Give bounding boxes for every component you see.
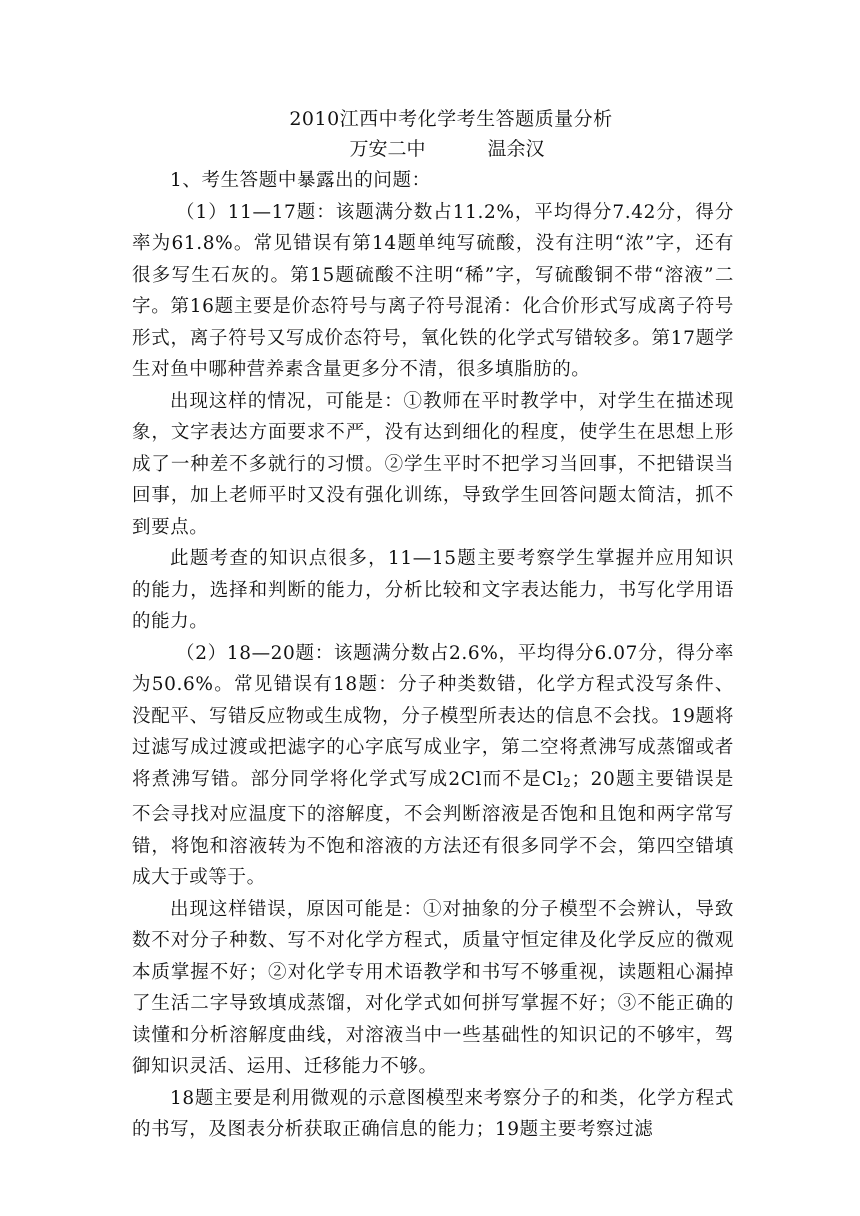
- paragraph-q11-17: （1）11—17题：该题满分数占11.2%，平均得分7.42分，得分率为61.8%。常见错误有第14题单纯写硫酸，没有注明“浓”字，还有很多写生石灰的。第15题硫酸不注明“稀”字，写硫酸铜不带“溶液”二字。第16题主要是价态符号与离子符号混淆：化合价形式写成离子符号形式，离子符号又写成价态符号，氧化铁的化学式写错较多。第17题学生对鱼中哪种营养素含量更多分不清，很多填脂肪的。: [132, 201, 734, 380]
- document-title: 2010江西中考化学考生答题质量分析: [289, 108, 613, 130]
- paragraph-q18-20-part-2: ；20题主要错误是不会寻找对应温度下的溶解度，不会判断溶液是否饱和且饱和两字常写错，将饱和溶液转为不饱和溶液的方法还有很多同学不会，第四空错填成大于或等于。: [132, 768, 734, 888]
- author-name: 温余汉: [487, 138, 545, 160]
- school-name: 万安二中: [349, 138, 426, 160]
- chem-subscript: 2: [563, 775, 572, 790]
- paragraph-knowledge-2: 18题主要是利用微观的示意图模型来考察分子的和类，化学方程式的书写，及图表分析获取正确信息的能力；19题主要考察过滤: [132, 1087, 734, 1140]
- paragraph-q18-20: [132, 638, 734, 894]
- paragraph-cause-1: 出现这样的情况，可能是：①教师在平时教学中，对学生在描述现象，文字表达方面要求不严，没有达到细化的程度，使学生在思想上形成了一种差不多就行的习惯。②学生平时不把学习当回事，不把错误当回事，加上老师平时又没有强化训练，导致学生回答问题太简洁，抓不到要点。: [132, 390, 734, 538]
- paragraph-cause-2: 出现这样错误，原因可能是：①对抽象的分子模型不会辨认，导致数不对分子种数、写不对化学方程式，质量守恒定律及化学反应的微观本质掌握不好；②对化学专用术语教学和书写不够重视，读题粗心漏掉了生活二字导致填成蒸馏，对化学式如何拼写掌握不好；③不能正确的读懂和分析溶解度曲线，对溶液当中一些基础性的知识记的不够牢，驾御知识灵活、运用、迁移能力不够。: [132, 898, 734, 1077]
- paragraph-knowledge-1: 此题考查的知识点很多，11—15题主要考察学生掌握并应用知识的能力，选择和判断的能力，分析比较和文字表达能力，书写化学用语的能力。: [132, 548, 734, 632]
- section-heading: 1、考生答题中暴露出的问题：: [170, 170, 431, 191]
- document-page: [132, 104, 734, 1146]
- paragraph-q18-20-part-1: （2）18—20题：该题满分数占2.6%，平均得分6.07分，得分率为50.6%。常见错误有18题：分子种类数错，化学方程式没写条件、没配平、写错反应物或生成物，分子模型所表达的信息不会找。19题将过滤写成过渡或把滤字的心字底写成业字，第二空将煮沸写成蒸馏或者将煮沸写错。部分同学将化学式写成2Cl而不是Cl: [132, 642, 734, 790]
- byline: [132, 134, 734, 165]
